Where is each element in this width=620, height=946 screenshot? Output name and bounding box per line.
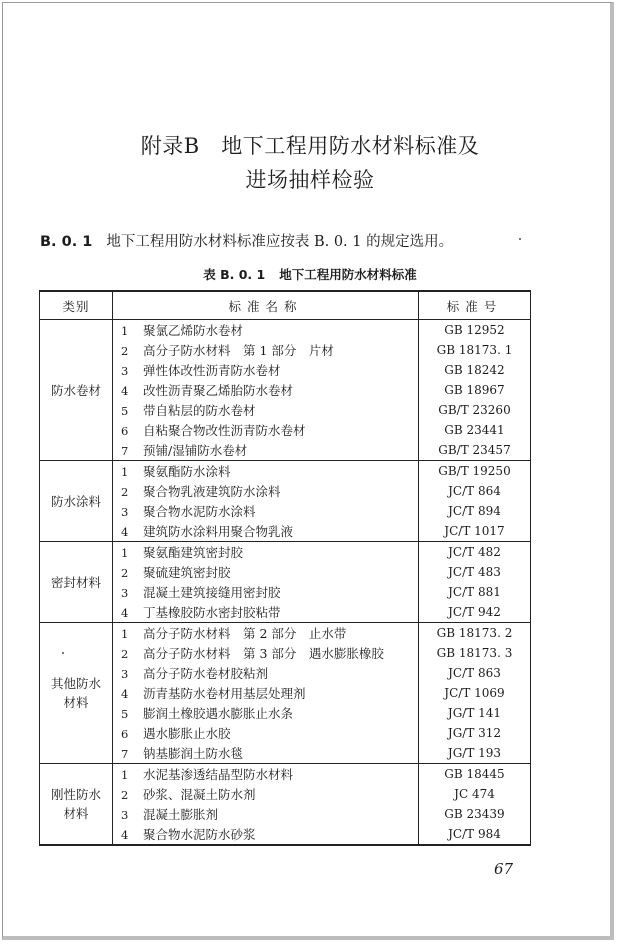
- standard-number-cell: GB 18967: [419, 380, 531, 400]
- standard-number-cell: GB 12952: [419, 320, 531, 341]
- table-row: [40, 764, 531, 785]
- standard-name-cell: [113, 420, 419, 440]
- clause-text: 地下工程用防水材料标准应按表 B. 0. 1 的规定选用。: [106, 234, 454, 250]
- standard-name: 聚合物乳液建筑防水涂料: [143, 484, 281, 499]
- item-index: 3: [121, 364, 129, 378]
- standard-name: 遇水膨胀止水胶: [143, 726, 231, 741]
- table-row: [40, 663, 531, 683]
- header-category: 类别: [40, 291, 113, 320]
- standard-name: 钠基膨润土防水毯: [143, 746, 244, 761]
- standard-name-cell: [113, 320, 419, 341]
- standard-name-cell: [113, 743, 419, 764]
- standard-name: 高分子防水材料 第 1 部分 片材: [143, 343, 334, 358]
- standard-name-cell: [113, 723, 419, 743]
- item-index: 1: [121, 768, 129, 782]
- table-row: [40, 643, 531, 663]
- appendix-title-line-2: 进场抽样检验: [245, 168, 375, 192]
- item-index: 1: [121, 465, 129, 479]
- category-cell: 防水涂料: [40, 461, 113, 542]
- item-index: 2: [121, 566, 129, 580]
- item-index: 5: [121, 404, 129, 418]
- appendix-title-line-1: 附录B 地下工程用防水材料标准及: [140, 134, 480, 158]
- standard-name-cell: [113, 764, 419, 785]
- standard-name: 聚合物水泥防水砂浆: [143, 827, 256, 842]
- standard-name-cell: [113, 804, 419, 824]
- table-row: [40, 501, 531, 521]
- item-index: 3: [121, 808, 129, 822]
- standard-name: 聚氨酯建筑密封胶: [143, 545, 244, 560]
- standard-name-cell: [113, 784, 419, 804]
- standard-name: 混凝土建筑接缝用密封胶: [143, 585, 281, 600]
- table-caption-number: 表 B. 0. 1: [203, 267, 266, 282]
- item-index: 1: [121, 546, 129, 560]
- standard-name-cell: [113, 683, 419, 703]
- table-caption-title: 地下工程用防水材料标准: [279, 267, 417, 282]
- standard-name: 聚合物水泥防水涂料: [143, 504, 256, 519]
- standard-number-cell: JC/T 863: [419, 663, 531, 683]
- standard-name: 膨润土橡胶遇水膨胀止水条: [143, 706, 294, 721]
- table-row: [40, 400, 531, 420]
- standard-name: 聚氨酯防水涂料: [143, 464, 231, 479]
- table-row: [40, 320, 531, 341]
- standard-name-cell: [113, 380, 419, 400]
- standard-number-cell: GB 23439: [419, 804, 531, 824]
- table-row: [40, 340, 531, 360]
- standard-name-cell: [113, 643, 419, 663]
- item-index: 4: [121, 525, 129, 539]
- item-index: 3: [121, 667, 129, 681]
- table-row: [40, 804, 531, 824]
- category-label-line: 材料: [63, 695, 89, 710]
- standard-name-cell: [113, 461, 419, 482]
- item-index: 2: [121, 485, 129, 499]
- standard-number-cell: JC/T 881: [419, 582, 531, 602]
- standard-name-cell: [113, 703, 419, 723]
- category-cell: 密封材料: [40, 542, 113, 623]
- table-row: [40, 461, 531, 482]
- table-row: [40, 380, 531, 400]
- standard-name: 带自粘层的防水卷材: [143, 403, 256, 418]
- standard-number-cell: GB 18173. 3: [419, 643, 531, 663]
- standard-name: 高分子防水材料 第 3 部分 遇水膨胀橡胶: [143, 646, 384, 661]
- standard-name-cell: [113, 602, 419, 623]
- standard-number-cell: GB/T 23260: [419, 400, 531, 420]
- standard-number-cell: JG/T 193: [419, 743, 531, 764]
- standard-number-cell: JC/T 1017: [419, 521, 531, 542]
- standard-name-cell: [113, 542, 419, 563]
- standard-name: 建筑防水涂料用聚合物乳液: [143, 524, 294, 539]
- table-row: [40, 784, 531, 804]
- table-row: [40, 420, 531, 440]
- standard-name-cell: [113, 481, 419, 501]
- standard-name: 砂浆、混凝土防水剂: [143, 787, 256, 802]
- standard-name: 聚硫建筑密封胶: [143, 565, 231, 580]
- scan-speck: [519, 238, 521, 240]
- table-row: [40, 521, 531, 542]
- standard-number-cell: JG/T 141: [419, 703, 531, 723]
- scan-speck: [62, 652, 64, 654]
- item-index: 3: [121, 505, 129, 519]
- table-row: [40, 683, 531, 703]
- standards-table: [39, 290, 531, 846]
- category-label-line: 材料: [63, 806, 89, 821]
- item-index: 5: [121, 707, 129, 721]
- header-standard-no: 标准号: [419, 291, 531, 320]
- item-index: 4: [121, 687, 129, 701]
- standard-name-cell: [113, 501, 419, 521]
- table-row: [40, 743, 531, 764]
- item-index: 2: [121, 344, 129, 358]
- table-row: [40, 542, 531, 563]
- category-label-line: 刚性防水: [50, 787, 101, 802]
- standard-name-cell: [113, 340, 419, 360]
- page-number: 67: [494, 860, 514, 878]
- standard-name-cell: [113, 440, 419, 461]
- standard-name-cell: [113, 824, 419, 845]
- standard-number-cell: GB 18445: [419, 764, 531, 785]
- standard-name: 自粘聚合物改性沥青防水卷材: [143, 423, 306, 438]
- standard-name: 沥青基防水卷材用基层处理剂: [143, 686, 306, 701]
- table-row: [40, 360, 531, 380]
- standard-name: 聚氯乙烯防水卷材: [143, 323, 244, 338]
- table-row: [40, 481, 531, 501]
- item-index: 2: [121, 647, 129, 661]
- item-index: 7: [121, 747, 129, 761]
- standard-name-cell: [113, 360, 419, 380]
- category-cell: [40, 623, 113, 764]
- standard-name: 改性沥青聚乙烯胎防水卷材: [143, 383, 294, 398]
- standard-number-cell: JC/T 942: [419, 602, 531, 623]
- standard-name-cell: [113, 663, 419, 683]
- standard-name: 弹性体改性沥青防水卷材: [143, 363, 281, 378]
- standard-number-cell: GB 18242: [419, 360, 531, 380]
- standard-number-cell: JC/T 984: [419, 824, 531, 845]
- standard-name: 混凝土膨胀剂: [143, 807, 219, 822]
- standard-number-cell: GB 23441: [419, 420, 531, 440]
- header-name: 标准名称: [113, 291, 419, 320]
- standard-number-cell: JG/T 312: [419, 723, 531, 743]
- standard-name-cell: [113, 582, 419, 602]
- category-cell: [40, 764, 113, 846]
- standard-number-cell: JC/T 894: [419, 501, 531, 521]
- standard-name: 丁基橡胶防水密封胶粘带: [143, 605, 281, 620]
- table-row: [40, 623, 531, 644]
- table-row: [40, 440, 531, 461]
- item-index: 1: [121, 324, 129, 338]
- item-index: 7: [121, 444, 129, 458]
- table-header-row: [40, 291, 531, 320]
- standard-name-cell: [113, 521, 419, 542]
- standard-name-cell: [113, 562, 419, 582]
- table-row: [40, 824, 531, 845]
- standard-name-cell: [113, 400, 419, 420]
- standard-number-cell: GB 18173. 2: [419, 623, 531, 644]
- standard-name: 预铺/湿铺防水卷材: [143, 443, 248, 458]
- standard-number-cell: JC/T 1069: [419, 683, 531, 703]
- table-row: [40, 703, 531, 723]
- item-index: 4: [121, 828, 129, 842]
- standard-name: 水泥基渗透结晶型防水材料: [143, 767, 294, 782]
- standard-name: 高分子防水材料 第 2 部分 止水带: [143, 626, 347, 641]
- standard-name-cell: [113, 623, 419, 644]
- standard-number-cell: JC/T 482: [419, 542, 531, 563]
- item-index: 4: [121, 606, 129, 620]
- table-row: [40, 602, 531, 623]
- standard-number-cell: GB/T 19250: [419, 461, 531, 482]
- item-index: 1: [121, 627, 129, 641]
- category-label-line: 其他防水: [50, 676, 101, 691]
- category-cell: 防水卷材: [40, 320, 113, 461]
- clause-b01: [40, 230, 453, 251]
- table-row: [40, 723, 531, 743]
- table-body: [40, 320, 531, 846]
- item-index: 6: [121, 424, 129, 438]
- clause-number: B. 0. 1: [40, 234, 93, 250]
- item-index: 3: [121, 586, 129, 600]
- standard-number-cell: JC 474: [419, 784, 531, 804]
- standard-name: 高分子防水卷材胶粘剂: [143, 666, 269, 681]
- standard-number-cell: GB 18173. 1: [419, 340, 531, 360]
- item-index: 4: [121, 384, 129, 398]
- table-row: [40, 562, 531, 582]
- table-row: [40, 582, 531, 602]
- standard-number-cell: GB/T 23457: [419, 440, 531, 461]
- item-index: 6: [121, 727, 129, 741]
- table-caption: [0, 265, 620, 283]
- standard-number-cell: JC/T 864: [419, 481, 531, 501]
- item-index: 2: [121, 788, 129, 802]
- standard-number-cell: JC/T 483: [419, 562, 531, 582]
